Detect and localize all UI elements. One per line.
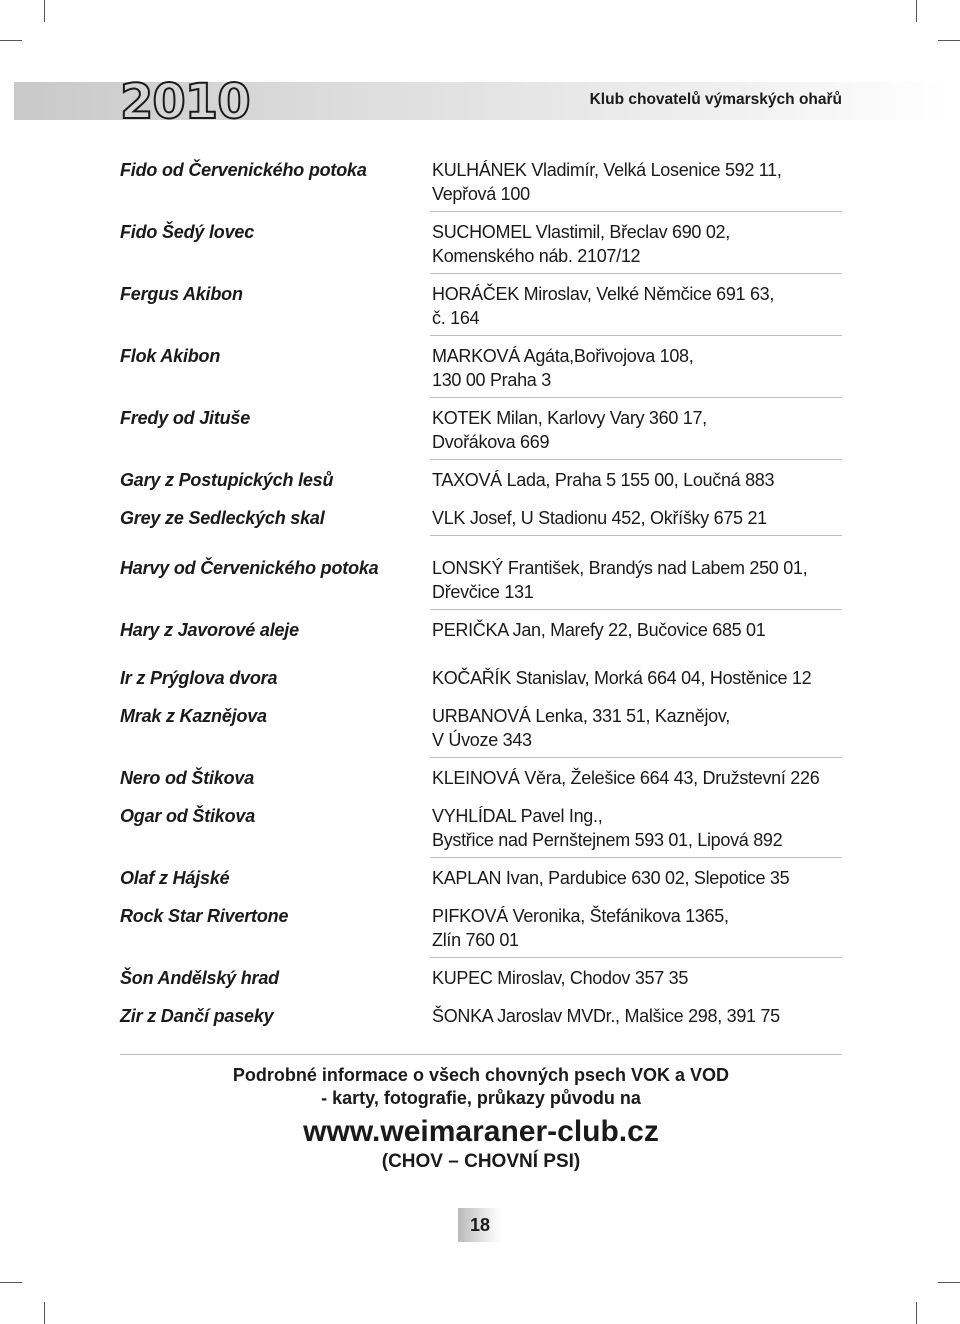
dog-name: Zir z Dančí paseky: [120, 1006, 274, 1026]
dog-name: Gary z Postupických lesů: [120, 470, 334, 490]
dog-name: Mrak z Kaznějova: [120, 706, 267, 726]
owner-address: [432, 866, 844, 890]
owner-address-line: PERIČKA Jan, Marefy 22, Bučovice 685 01: [432, 620, 766, 640]
crop-mark: [44, 0, 45, 22]
owner-address-line: KULHÁNEK Vladimír, Velká Losenice 592 11,: [432, 160, 782, 180]
page-number-box: [458, 1208, 500, 1242]
owner-address: [432, 158, 844, 206]
footer-info: [120, 1064, 842, 1174]
list-item: [120, 766, 842, 796]
owner-address-line: 130 00 Praha 3: [432, 370, 551, 390]
dog-name: Fredy od Jituše: [120, 408, 251, 428]
dog-name: Fergus Akibon: [120, 284, 243, 304]
dog-name: Rock Star Rivertone: [120, 906, 289, 926]
owner-address: [432, 704, 844, 752]
page-number: 18: [470, 1215, 491, 1235]
owner-address-line: Dvořákova 669: [432, 432, 550, 452]
footer-line-3: (CHOV – CHOVNÍ PSI): [381, 1151, 581, 1172]
owner-address-line: Vepřová 100: [432, 184, 530, 204]
list-item: [120, 468, 842, 498]
owner-address-line: č. 164: [432, 308, 480, 328]
list-item: [120, 220, 842, 274]
owner-address-line: PIFKOVÁ Veronika, Štefánikova 1365,: [432, 906, 729, 926]
dog-name: Grey ze Sedleckých skal: [120, 508, 325, 528]
list-item: [120, 704, 842, 758]
crop-mark: [938, 1282, 960, 1283]
owner-address-line: VLK Josef, U Stadionu 452, Okříšky 675 21: [432, 508, 767, 528]
owner-address-line: KOČAŘÍK Stanislav, Morká 664 04, Hostěnice 12: [432, 668, 812, 688]
dog-name: Ogar od Štikova: [120, 806, 256, 826]
crop-mark: [916, 1302, 917, 1324]
list-item: [120, 282, 842, 336]
owner-address-line: KLEINOVÁ Věra, Želešice 664 43, Družstevní 226: [432, 768, 820, 788]
list-item: [120, 506, 842, 536]
owner-address: [432, 406, 844, 454]
list-item: [120, 618, 842, 648]
owner-address: [432, 766, 844, 790]
owner-address-line: Zlín 760 01: [432, 930, 519, 950]
owner-address: [432, 666, 844, 690]
crop-mark: [0, 1282, 22, 1283]
footer-line-2: - karty, fotografie, průkazy původu na: [321, 1088, 641, 1108]
dog-name: Fido Šedý lovec: [120, 222, 255, 242]
crop-mark: [44, 1302, 45, 1324]
crop-mark: [0, 40, 22, 41]
owner-address: [432, 966, 844, 990]
owner-address-line: Bystřice nad Pernštejnem 593 01, Lipová 892: [432, 830, 783, 850]
owner-address-line: SUCHOMEL Vlastimil, Břeclav 690 02,: [432, 222, 730, 242]
owner-address-line: ŠONKA Jaroslav MVDr., Malšice 298, 391 75: [432, 1006, 780, 1026]
owner-address-line: Dřevčice 131: [432, 582, 534, 602]
owner-address-line: KUPEC Miroslav, Chodov 357 35: [432, 968, 689, 988]
dog-name: Hary z Javorové aleje: [120, 620, 299, 640]
owner-address-line: Komenského náb. 2107/12: [432, 246, 641, 266]
footer-line-1: Podrobné informace o všech chovných psech VOK a VOD: [232, 1065, 730, 1085]
owner-address-line: MARKOVÁ Agáta,Bořivojova 108,: [432, 346, 694, 366]
owner-address: [432, 1004, 844, 1028]
owner-address: [432, 904, 844, 952]
owner-address-line: KOTEK Milan, Karlovy Vary 360 17,: [432, 408, 707, 428]
owner-address-line: HORÁČEK Miroslav, Velké Němčice 691 63,: [432, 284, 775, 304]
owner-address-line: URBANOVÁ Lenka, 331 51, Kaznějov,: [432, 706, 730, 726]
club-name: Klub chovatelů výmarských ohařů: [589, 91, 842, 108]
owner-address-line: V Úvoze 343: [432, 730, 532, 750]
separator-line: [120, 1054, 842, 1055]
owner-address: [432, 282, 844, 330]
owner-address-line: TAXOVÁ Lada, Praha 5 155 00, Loučná 883: [432, 470, 775, 490]
owner-address-line: LONSKÝ František, Brandýs nad Labem 250 01,: [432, 558, 808, 578]
owner-address-line: VYHLÍDAL Pavel Ing.,: [432, 806, 603, 826]
list-item: [120, 666, 842, 696]
owner-address: [432, 506, 844, 530]
dog-name: Harvy od Červenického potoka: [120, 558, 379, 578]
crop-mark: [938, 40, 960, 41]
dog-name: Šon Andělský hrad: [120, 968, 279, 988]
list-item: [120, 406, 842, 460]
website-link[interactable]: www.weimaraner-club.cz: [303, 1115, 659, 1148]
owner-address: [432, 344, 844, 392]
dog-name: Olaf z Hájské: [120, 868, 230, 888]
owner-address: [432, 556, 844, 604]
list-item: [120, 556, 842, 610]
owner-address: [432, 220, 844, 268]
dog-name: Nero od Štikova: [120, 768, 255, 788]
list-item: [120, 966, 842, 996]
dog-name: Ir z Prýglova dvora: [120, 668, 278, 688]
owner-address: [432, 618, 844, 642]
owner-address: [432, 804, 844, 852]
list-item: [120, 344, 842, 398]
list-item: [120, 904, 842, 958]
list-item: [120, 158, 842, 212]
year-heading: 2010: [120, 74, 250, 130]
dog-name: Fido od Červenického potoka: [120, 160, 367, 180]
list-item: [120, 804, 842, 858]
list-item: [120, 866, 842, 896]
dog-name: Flok Akibon: [120, 346, 221, 366]
crop-mark: [916, 0, 917, 22]
owner-address-line: KAPLAN Ivan, Pardubice 630 02, Slepotice 35: [432, 868, 790, 888]
list-item: [120, 1004, 842, 1034]
owner-address: [432, 468, 844, 492]
